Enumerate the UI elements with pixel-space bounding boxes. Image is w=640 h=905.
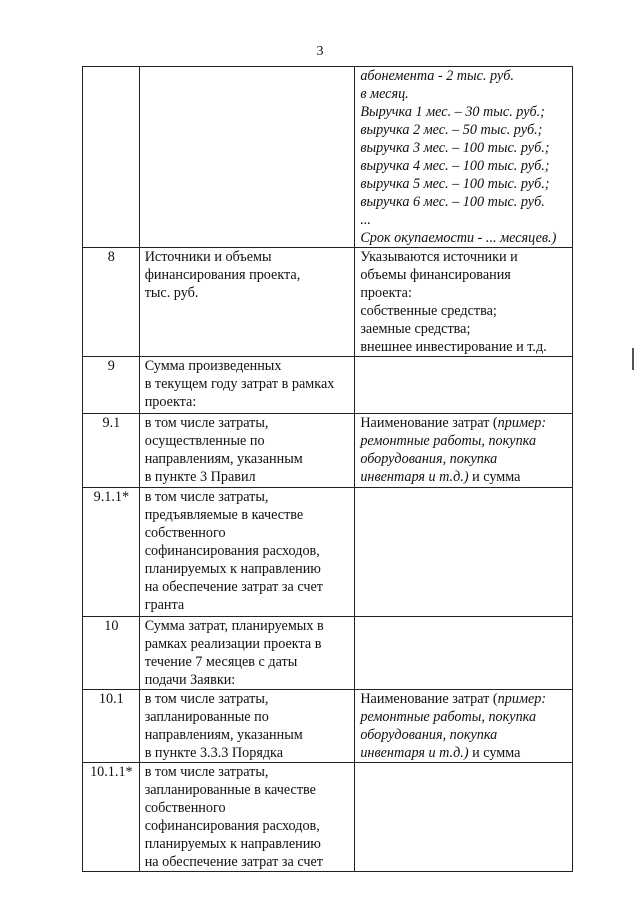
table-row: [83, 357, 573, 414]
indicator-name-line: запланированные в качестве: [144, 782, 316, 798]
indicator-name-line: Сумма произведенных: [144, 358, 282, 374]
indicator-name-line: в пункте 3 Правил: [144, 469, 256, 485]
description-line: [360, 744, 568, 762]
table-row: [83, 690, 573, 763]
description-text: выручка 2 мес. – 50 тыс. руб.;: [360, 122, 543, 138]
indicator-name-line: проекта:: [144, 394, 197, 410]
description-line: [360, 157, 568, 175]
description-text: Указываются источники и: [360, 249, 518, 265]
table-body: [83, 67, 573, 872]
indicator-name-cell: [139, 488, 355, 617]
indicator-name-line: планируемых к направлению: [144, 561, 321, 577]
indicator-name-cell: [139, 617, 355, 690]
table-row: [83, 414, 573, 488]
description-line: [360, 726, 568, 744]
application-table: [82, 66, 573, 872]
description-line: [360, 432, 568, 450]
description-line: [360, 284, 568, 302]
description-line: [360, 248, 568, 266]
row-number-cell: 8: [83, 248, 140, 357]
description-text: внешнее инвестирование и т.д.: [360, 339, 547, 355]
indicator-name-line: в том числе затраты,: [144, 489, 269, 505]
description-text: заемные средства;: [360, 321, 471, 337]
description-text: в месяц.: [360, 86, 409, 102]
indicator-name-line: в том числе затраты,: [144, 415, 269, 431]
description-line: [360, 121, 568, 139]
description-text: пример:: [497, 415, 547, 431]
indicator-name-line: в том числе затраты,: [144, 764, 269, 780]
indicator-name-line: предъявляемые в качестве: [144, 507, 304, 523]
description-line: [360, 211, 568, 229]
description-line: [360, 450, 568, 468]
row-number-cell: 10.1.1*: [83, 763, 140, 872]
description-text: выручка 4 мес. – 100 тыс. руб.;: [360, 158, 550, 174]
row-number-cell: 9.1: [83, 414, 140, 488]
indicator-name-line: собственного: [144, 800, 226, 816]
table-row: [83, 617, 573, 690]
description-text: оборудования, покупка: [360, 451, 498, 467]
description-text: ...: [360, 212, 371, 228]
indicator-name-line: финансирования проекта,: [144, 267, 301, 283]
description-text: выручка 3 мес. – 100 тыс. руб.;: [360, 140, 550, 156]
description-line: [360, 175, 568, 193]
indicator-name-line: Источники и объемы: [144, 249, 272, 265]
indicator-name-line: тыс. руб.: [144, 285, 199, 301]
row-number-cell: 10: [83, 617, 140, 690]
indicator-name-line: направлениям, указанным: [144, 727, 303, 743]
description-text: инвентаря и т.д.): [360, 469, 469, 485]
indicator-name-line: подачи Заявки:: [144, 672, 236, 688]
description-text: Наименование затрат (: [360, 691, 498, 707]
description-line: [360, 414, 568, 432]
description-cell: [355, 357, 573, 414]
table-row: [83, 248, 573, 357]
indicator-name-line: Сумма затрат, планируемых в: [144, 618, 324, 634]
indicator-name-line: гранта: [144, 597, 185, 613]
description-text: объемы финансирования: [360, 267, 511, 283]
indicator-name-line: на обеспечение затрат за счет: [144, 854, 323, 870]
description-line: [360, 690, 568, 708]
indicator-name-cell: [139, 414, 355, 488]
description-cell: [355, 248, 573, 357]
description-text: инвентаря и т.д.): [360, 745, 469, 761]
indicator-name-line: осуществленные по: [144, 433, 265, 449]
table-row: [83, 67, 573, 248]
indicator-name-line: рамках реализации проекта в: [144, 636, 322, 652]
indicator-name-cell: [139, 690, 355, 763]
description-text: выручка 5 мес. – 100 тыс. руб.;: [360, 176, 550, 192]
indicator-name-line: собственного: [144, 525, 226, 541]
description-line: [360, 302, 568, 320]
description-text: ремонтные работы, покупка: [360, 433, 537, 449]
indicator-name-cell: [139, 357, 355, 414]
indicator-name-cell: [139, 248, 355, 357]
description-text: Срок окупаемости - ... месяцев.): [360, 230, 557, 246]
description-text: пример:: [497, 691, 547, 707]
table-row: [83, 763, 573, 872]
indicator-name-line: запланированные по: [144, 709, 269, 725]
row-number-cell: 9.1.1*: [83, 488, 140, 617]
description-cell: [355, 617, 573, 690]
description-cell: [355, 690, 573, 763]
description-line: [360, 103, 568, 121]
description-text: собственные средства;: [360, 303, 497, 319]
description-text: проекта:: [360, 285, 412, 301]
description-line: [360, 67, 568, 85]
page-number: 3: [316, 44, 324, 59]
description-text: ремонтные работы, покупка: [360, 709, 537, 725]
description-line: [360, 139, 568, 157]
description-line: [360, 468, 568, 486]
indicator-name-line: планируемых к направлению: [144, 836, 321, 852]
scan-artifact-mark: [632, 348, 634, 370]
indicator-name-line: софинансирования расходов,: [144, 543, 320, 559]
indicator-name-line: в пункте 3.3.3 Порядка: [144, 745, 284, 761]
indicator-name-line: на обеспечение затрат за счет: [144, 579, 323, 595]
description-line: [360, 708, 568, 726]
table-row: [83, 488, 573, 617]
row-number-cell: 10.1: [83, 690, 140, 763]
indicator-name-line: течение 7 месяцев с даты: [144, 654, 298, 670]
description-cell: [355, 763, 573, 872]
indicator-name-cell: [139, 763, 355, 872]
description-line: [360, 266, 568, 284]
description-text: и сумма: [468, 745, 521, 761]
description-text: выручка 6 мес. – 100 тыс. руб.: [360, 194, 545, 210]
row-number-cell: [83, 67, 140, 248]
row-number-cell: 9: [83, 357, 140, 414]
description-line: [360, 338, 568, 356]
description-cell: [355, 414, 573, 488]
description-line: [360, 320, 568, 338]
description-text: и сумма: [468, 469, 521, 485]
description-line: [360, 193, 568, 211]
description-line: [360, 229, 568, 247]
description-text: абонемента - 2 тыс. руб.: [360, 68, 514, 84]
indicator-name-line: в том числе затраты,: [144, 691, 269, 707]
description-text: Выручка 1 мес. – 30 тыс. руб.;: [360, 104, 545, 120]
indicator-name-cell: [139, 67, 355, 248]
description-text: Наименование затрат (: [360, 415, 498, 431]
description-text: оборудования, покупка: [360, 727, 498, 743]
description-cell: [355, 488, 573, 617]
description-cell: [355, 67, 573, 248]
indicator-name-line: софинансирования расходов,: [144, 818, 320, 834]
indicator-name-line: в текущем году затрат в рамках: [144, 376, 335, 392]
indicator-name-line: направлениям, указанным: [144, 451, 303, 467]
description-line: [360, 85, 568, 103]
